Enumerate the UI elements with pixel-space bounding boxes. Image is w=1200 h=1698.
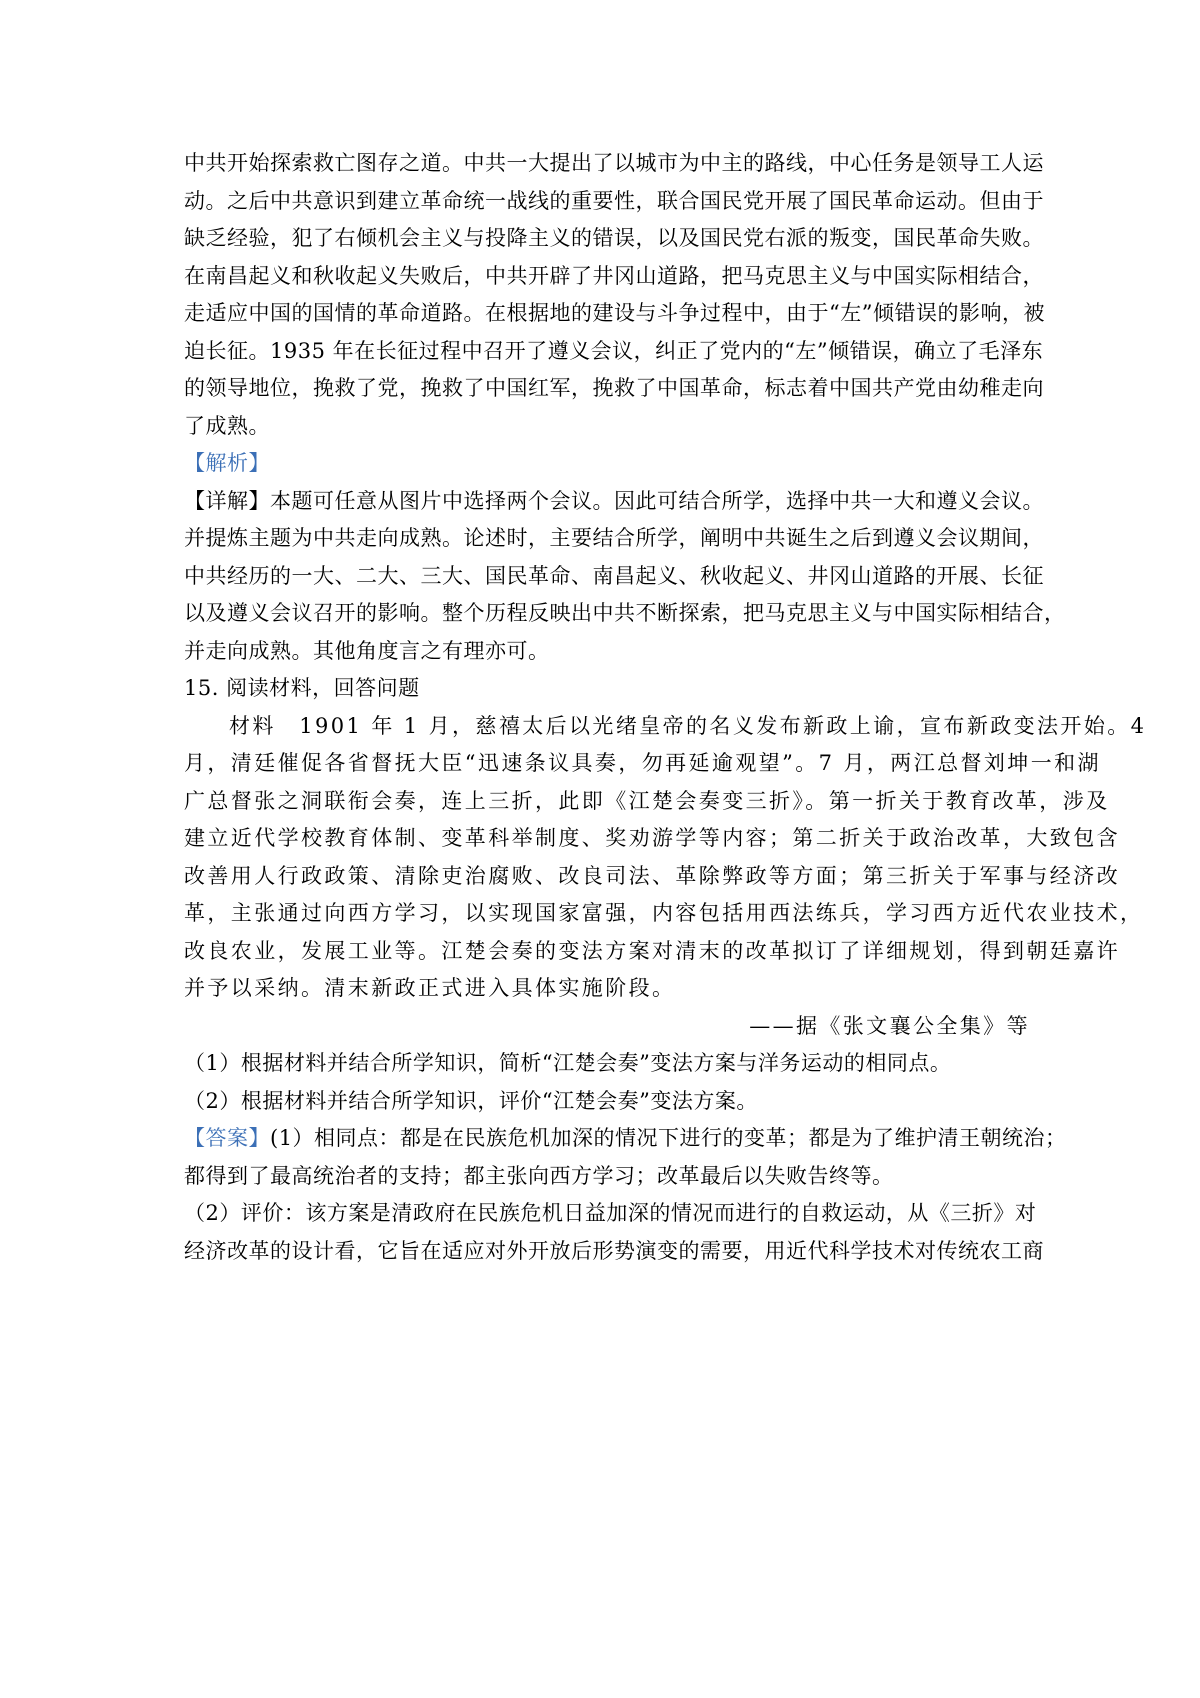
- material-line: 革，主张通过向西方学习，以实现国家富强，内容包括用西法练兵，学习西方近代农业技术，: [184, 901, 1144, 925]
- text-line: 动。之后中共意识到建立革命统一战线的重要性，联合国民党开展了国民革命运动。但由于: [184, 188, 1044, 213]
- material-line: 改善用人行政政策、清除吏治腐败、改良司法、革除弊政等方面；第三折关于军事与经济改: [184, 863, 1120, 888]
- text-line: 在南昌起义和秋收起义失败后，中共开辟了井冈山道路，把马克思主义与中国实际相结合，: [184, 263, 1044, 288]
- detail-first-line: [184, 486, 1044, 524]
- text-line: 并提炼主题为中共走向成熟。论述时，主要结合所学，阐明中共诞生之后到遵义会议期间，: [184, 526, 1044, 550]
- question-heading: 15. 阅读材料，回答问题: [184, 676, 420, 700]
- text-line: 都得到了最高统治者的支持；都主张向西方学习；改革最后以失败告终等。: [184, 1163, 894, 1188]
- answer-first-line: [184, 1123, 1067, 1161]
- answer-section: [184, 1123, 1067, 1273]
- material-line: 改良农业，发展工业等。江楚会奏的变法方案对清末的改革拟订了详细规划，得到朝廷嘉许: [184, 938, 1120, 963]
- text-line: 中共经历的一大、二大、三大、国民革命、南昌起义、秋收起义、井冈山道路的开展、长征: [184, 563, 1044, 588]
- text-line: 以及遵义会议召开的影响。整个历程反映出中共不断探索，把马克思主义与中国实际相结合，: [184, 601, 1066, 625]
- detail-tag: 【详解】: [184, 488, 270, 513]
- material-line: 月，清廷催促各省督抚大臣“迅速条议具奏，勿再延逾观望”。7 月，两江总督刘坤一和湖: [184, 751, 1101, 775]
- text-line: 经济改革的设计看，它旨在适应对外开放后形势演变的需要，用近代科学技术对传统农工商: [184, 1238, 1044, 1263]
- material-line: 建立近代学校教育体制、变革科举制度、奖劝游学等内容；第二折关于政治改革，大致包含: [184, 826, 1120, 850]
- material-block: [184, 711, 1147, 1049]
- sub-question-1: （1）根据材料并结合所学知识，简析“江楚会奏”变法方案与洋务运动的相同点。: [184, 1051, 952, 1075]
- sub-question-2: （2）根据材料并结合所学知识，评价“江楚会奏”变法方案。: [184, 1088, 758, 1113]
- material-line: 并予以采纳。清末新政正式进入具体实施阶段。: [184, 976, 676, 1000]
- detail-first-text: 本题可任意从图片中选择两个会议。因此可结合所学，选择中共一大和遵义会议。: [270, 488, 1044, 513]
- text-line: 中共开始探索救亡图存之道。中共一大提出了以城市为中主的路线，中心任务是领导工人运: [184, 151, 1044, 175]
- text-line: 的领导地位，挽救了党，挽救了中国红军，挽救了中国革命，标志着中国共产党由幼稚走向: [184, 376, 1044, 400]
- material-source: ——据《张文襄公全集》等: [749, 1013, 1030, 1038]
- question-15: [184, 673, 1147, 1123]
- text-line: 迫长征。1935 年在长征过程中召开了遵义会议，纠正了党内的“左”倾错误，确立了毛泽东: [184, 338, 1044, 363]
- text-line: （2）评价：该方案是清政府在民族危机日益加深的情况而进行的自救运动，从《三折》对: [184, 1201, 1037, 1225]
- text-line: 走适应中国的国情的革命道路。在根据地的建设与斗争过程中，由于“左”倾错误的影响，被: [184, 301, 1045, 325]
- answer-continuation: [184, 148, 1045, 448]
- detail-section: [184, 486, 1066, 674]
- analysis-tag: 【解析】: [184, 451, 270, 475]
- text-line: 缺乏经验，犯了右倾机会主义与投降主义的错误，以及国民党右派的叛变，国民革命失败。: [184, 226, 1044, 250]
- answer-first-text: (1）相同点：都是在民族危机加深的情况下进行的变革；都是为了维护清王朝统治；: [270, 1126, 1067, 1150]
- material-line: 广总督张之洞联衔会奏，连上三折，此即《江楚会奏变三折》。第一折关于教育改革，涉及: [184, 788, 1110, 813]
- text-line: 了成熟。: [184, 413, 270, 438]
- material-line: 材料 1901 年 1 月，慈禧太后以光绪皇帝的名义发布新政上谕，宣布新政变法开始。4: [229, 713, 1147, 738]
- text-line: 并走向成熟。其他角度言之有理亦可。: [184, 638, 550, 663]
- answer-tag: 【答案】: [184, 1126, 270, 1150]
- document-page: [184, 148, 1147, 1273]
